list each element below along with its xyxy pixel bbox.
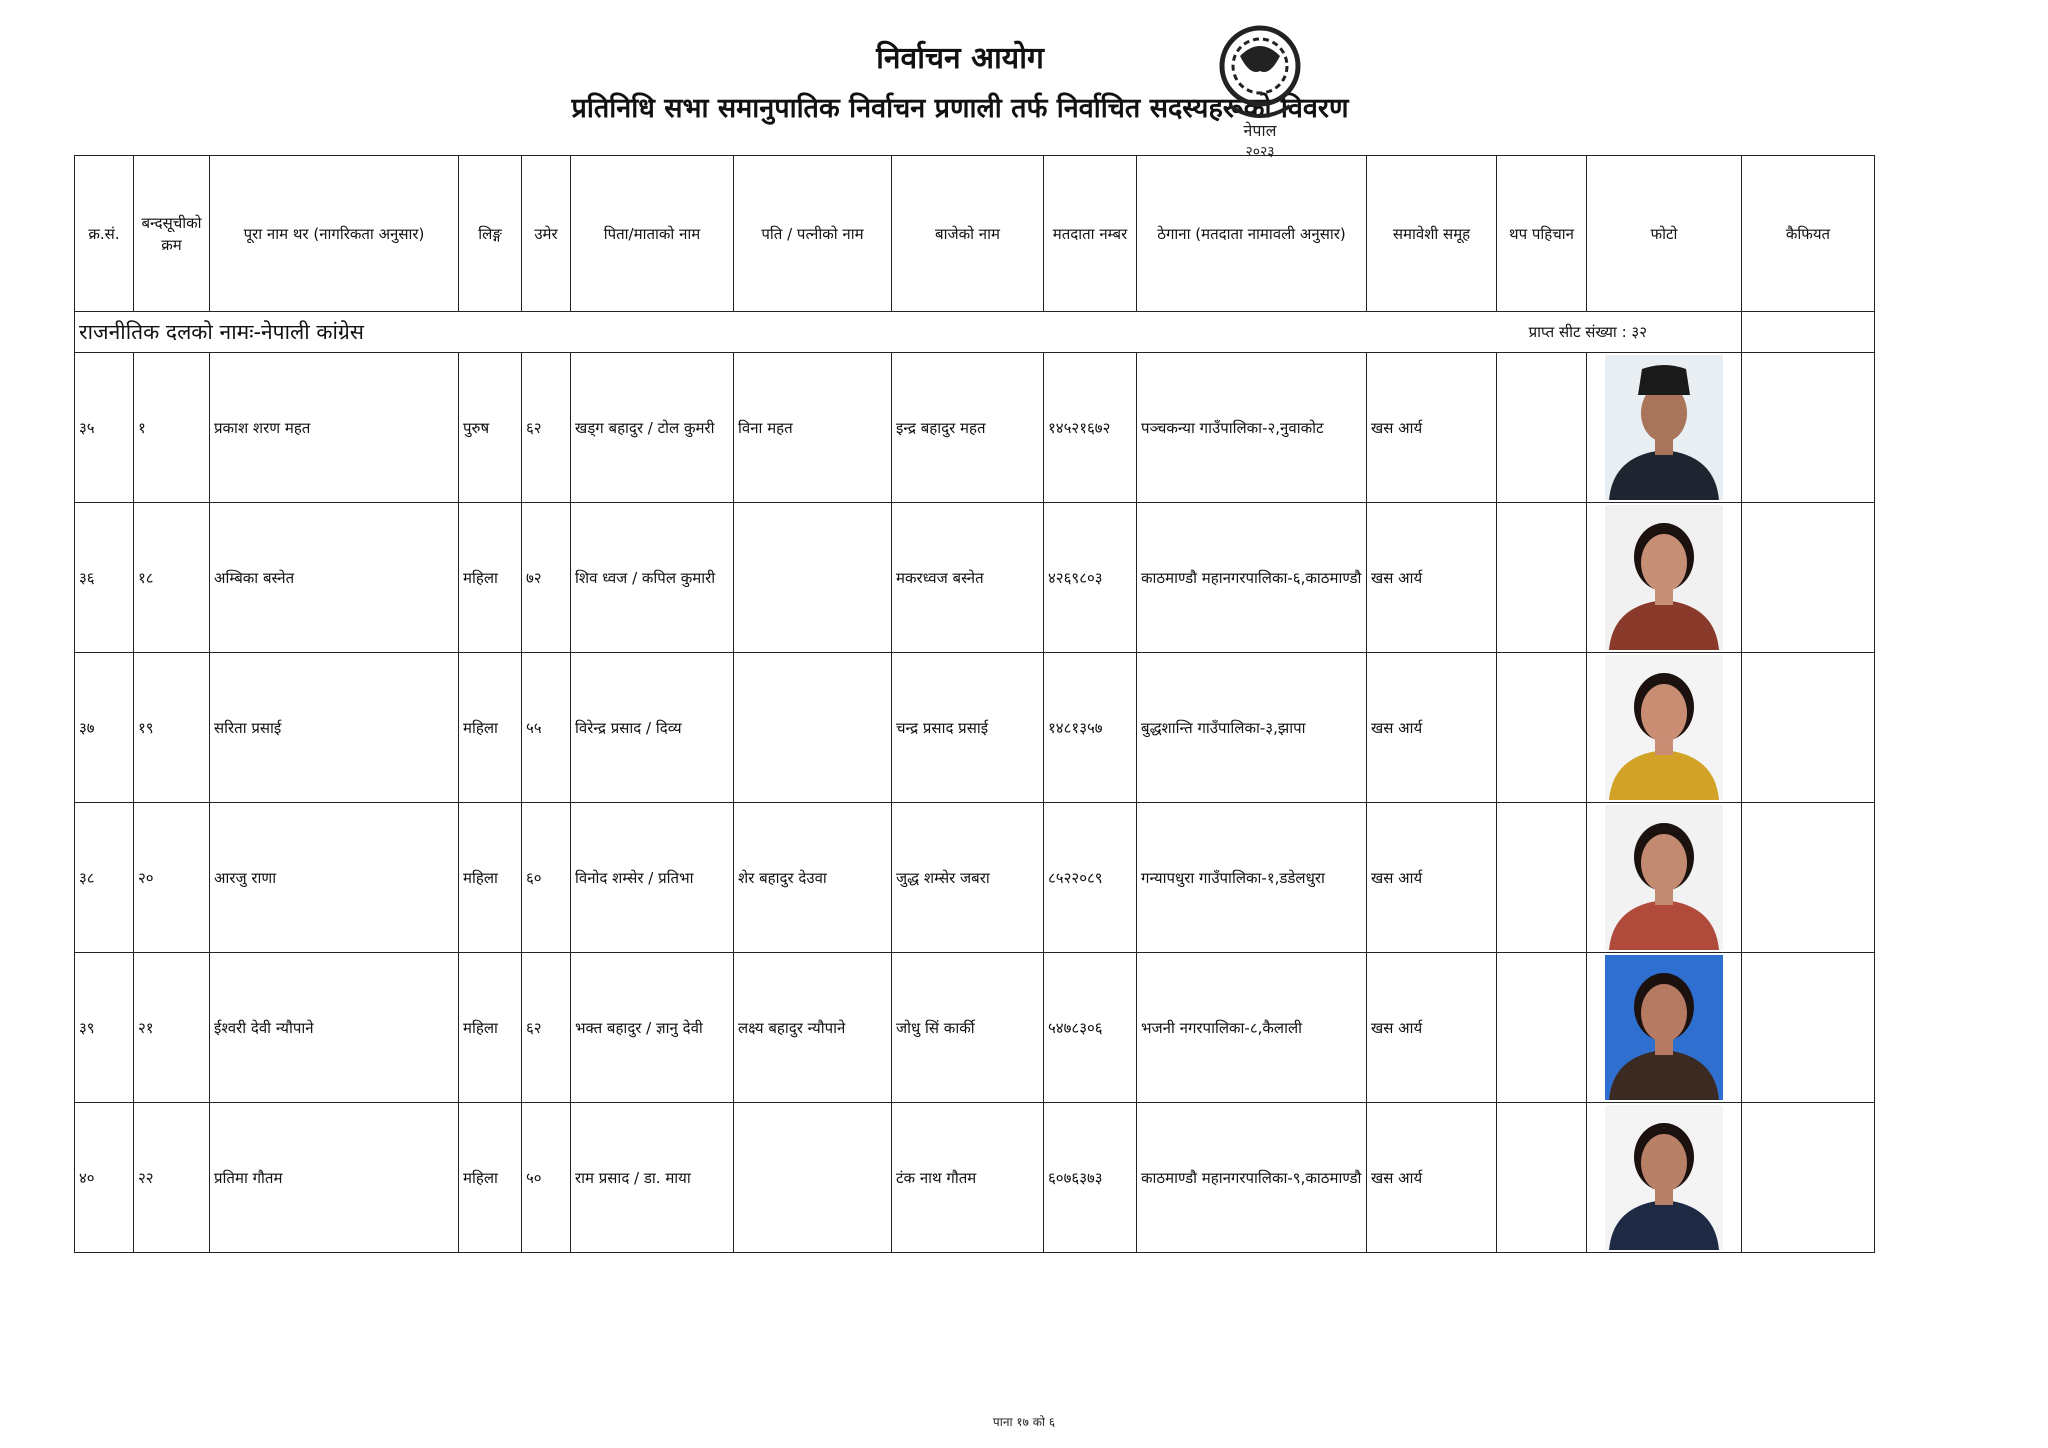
seat-count: प्राप्त सीट संख्या : ३२: [1528, 323, 1647, 341]
cell-spouse: लक्ष्य बहादुर न्यौपाने: [734, 953, 892, 1103]
cell-name: ईश्वरी देवी न्यौपाने: [210, 953, 459, 1103]
cell-sn: ३७: [75, 653, 134, 803]
cell-grandfather: जोधु सिं कार्की: [892, 953, 1044, 1103]
cell-photo: [1587, 353, 1742, 503]
table-header-row: [75, 156, 1875, 312]
party-remarks: [1742, 312, 1875, 353]
col-photo: फोटो: [1587, 156, 1742, 312]
cell-voter: १४५२१६७२: [1044, 353, 1137, 503]
cell-gender: पुरुष: [459, 353, 522, 503]
party-cell: [75, 312, 1742, 353]
cell-sn: ३९: [75, 953, 134, 1103]
cell-remarks: [1742, 653, 1875, 803]
cell-extra: [1497, 653, 1587, 803]
col-gender: लिङ्ग: [459, 156, 522, 312]
cell-voter: ४२६९८०३: [1044, 503, 1137, 653]
cell-age: ५५: [522, 653, 571, 803]
col-address: ठेगाना (मतदाता नामावली अनुसार): [1137, 156, 1367, 312]
cell-parents: शिव ध्वज / कपिल कुमारी: [571, 503, 734, 653]
cell-name: प्रतिमा गौतम: [210, 1103, 459, 1253]
cell-order: २१: [134, 953, 210, 1103]
cell-age: ६२: [522, 953, 571, 1103]
cell-group: खस आर्य: [1367, 803, 1497, 953]
cell-extra: [1497, 803, 1587, 953]
cell-photo: [1587, 503, 1742, 653]
col-order: बन्दसूचीको क्रम: [134, 156, 210, 312]
emblem-year: २०२३: [1245, 144, 1275, 160]
cell-address: गन्यापधुरा गाउँपालिका-१,डडेलधुरा: [1137, 803, 1367, 953]
member-photo: [1605, 655, 1723, 800]
member-photo: [1605, 955, 1723, 1100]
cell-remarks: [1742, 803, 1875, 953]
cell-photo: [1587, 1103, 1742, 1253]
cell-address: भजनी नगरपालिका-८,कैलाली: [1137, 953, 1367, 1103]
cell-gender: महिला: [459, 503, 522, 653]
table-row: [75, 953, 1875, 1103]
emblem-label: नेपाल: [1243, 121, 1277, 140]
cell-sn: ३८: [75, 803, 134, 953]
cell-extra: [1497, 953, 1587, 1103]
col-remarks: कैफियत: [1742, 156, 1875, 312]
col-parents: पिता/माताको नाम: [571, 156, 734, 312]
members-table: [74, 155, 1875, 1253]
table-row: [75, 503, 1875, 653]
cell-extra: [1497, 353, 1587, 503]
cell-address: पञ्चकन्या गाउँपालिका-२,नुवाकोट: [1137, 353, 1367, 503]
cell-spouse: [734, 653, 892, 803]
party-row: [75, 312, 1875, 353]
cell-address: काठमाण्डौ महानगरपालिका-६,काठमाण्डौ: [1137, 503, 1367, 653]
party-name: राजनीतिक दलको नामः-नेपाली कांग्रेस: [79, 320, 364, 344]
cell-age: ६२: [522, 353, 571, 503]
cell-sn: ४०: [75, 1103, 134, 1253]
cell-spouse: [734, 1103, 892, 1253]
cell-order: २०: [134, 803, 210, 953]
cell-sn: ३५: [75, 353, 134, 503]
cell-remarks: [1742, 503, 1875, 653]
cell-parents: भक्त बहादुर / ज्ञानु देवी: [571, 953, 734, 1103]
cell-photo: [1587, 653, 1742, 803]
member-photo: [1605, 1105, 1723, 1250]
member-photo: [1605, 505, 1723, 650]
cell-grandfather: चन्द्र प्रसाद प्रसाई: [892, 653, 1044, 803]
cell-name: प्रकाश शरण महत: [210, 353, 459, 503]
cell-parents: विनोद शम्सेर / प्रतिभा: [571, 803, 734, 953]
cell-name: अम्बिका बस्नेत: [210, 503, 459, 653]
cell-group: खस आर्य: [1367, 953, 1497, 1103]
cell-grandfather: इन्द्र बहादुर महत: [892, 353, 1044, 503]
col-name: पूरा नाम थर (नागरिकता अनुसार): [210, 156, 459, 312]
cell-spouse: [734, 503, 892, 653]
cell-grandfather: जुद्ध शम्सेर जबरा: [892, 803, 1044, 953]
cell-photo: [1587, 803, 1742, 953]
cell-photo: [1587, 953, 1742, 1103]
table-row: [75, 803, 1875, 953]
cell-name: सरिता प्रसाई: [210, 653, 459, 803]
col-age: उमेर: [522, 156, 571, 312]
member-photo: [1605, 355, 1723, 500]
page-title: निर्वाचन आयोग: [876, 41, 1044, 76]
page-subtitle: प्रतिनिधि सभा समानुपातिक निर्वाचन प्रणाली तर्फ निर्वाचित सदस्यहरूको विवरण: [571, 93, 1349, 124]
col-spouse: पति / पत्नीको नाम: [734, 156, 892, 312]
cell-order: १९: [134, 653, 210, 803]
cell-group: खस आर्य: [1367, 1103, 1497, 1253]
cell-voter: १४८१३५७: [1044, 653, 1137, 803]
cell-order: १८: [134, 503, 210, 653]
cell-order: १: [134, 353, 210, 503]
cell-remarks: [1742, 1103, 1875, 1253]
cell-group: खस आर्य: [1367, 653, 1497, 803]
cell-grandfather: मकरध्वज बस्नेत: [892, 503, 1044, 653]
cell-spouse: विना महत: [734, 353, 892, 503]
cell-address: काठमाण्डौ महानगरपालिका-९,काठमाण्डौ: [1137, 1103, 1367, 1253]
cell-age: ५०: [522, 1103, 571, 1253]
cell-name: आरजु राणा: [210, 803, 459, 953]
cell-address: बुद्धशान्ति गाउँपालिका-३,झापा: [1137, 653, 1367, 803]
cell-grandfather: टंक नाथ गौतम: [892, 1103, 1044, 1253]
col-grandfather: बाजेको नाम: [892, 156, 1044, 312]
emblem-icon: [1200, 16, 1320, 166]
cell-remarks: [1742, 353, 1875, 503]
cell-parents: राम प्रसाद / डा. माया: [571, 1103, 734, 1253]
cell-extra: [1497, 1103, 1587, 1253]
cell-gender: महिला: [459, 653, 522, 803]
page-number: पाना १७ को ६: [992, 1415, 1056, 1429]
cell-order: २२: [134, 1103, 210, 1253]
cell-group: खस आर्य: [1367, 353, 1497, 503]
cell-voter: ८५२२०८९: [1044, 803, 1137, 953]
cell-voter: ५४७८३०६: [1044, 953, 1137, 1103]
col-sn: क्र.सं.: [75, 156, 134, 312]
cell-spouse: शेर बहादुर देउवा: [734, 803, 892, 953]
cell-parents: विरेन्द्र प्रसाद / दिव्य: [571, 653, 734, 803]
cell-extra: [1497, 503, 1587, 653]
member-photo: [1605, 805, 1723, 950]
cell-gender: महिला: [459, 1103, 522, 1253]
cell-gender: महिला: [459, 803, 522, 953]
cell-sn: ३६: [75, 503, 134, 653]
col-voter: मतदाता नम्बर: [1044, 156, 1137, 312]
cell-age: ६०: [522, 803, 571, 953]
table-row: [75, 353, 1875, 503]
cell-remarks: [1742, 953, 1875, 1103]
cell-age: ७२: [522, 503, 571, 653]
col-group: समावेशी समूह: [1367, 156, 1497, 312]
cell-voter: ६०७६३७३: [1044, 1103, 1137, 1253]
cell-parents: खड्ग बहादुर / टोल कुमरी: [571, 353, 734, 503]
cell-gender: महिला: [459, 953, 522, 1103]
col-extra: थप पहिचान: [1497, 156, 1587, 312]
cell-group: खस आर्य: [1367, 503, 1497, 653]
table-row: [75, 653, 1875, 803]
table-row: [75, 1103, 1875, 1253]
